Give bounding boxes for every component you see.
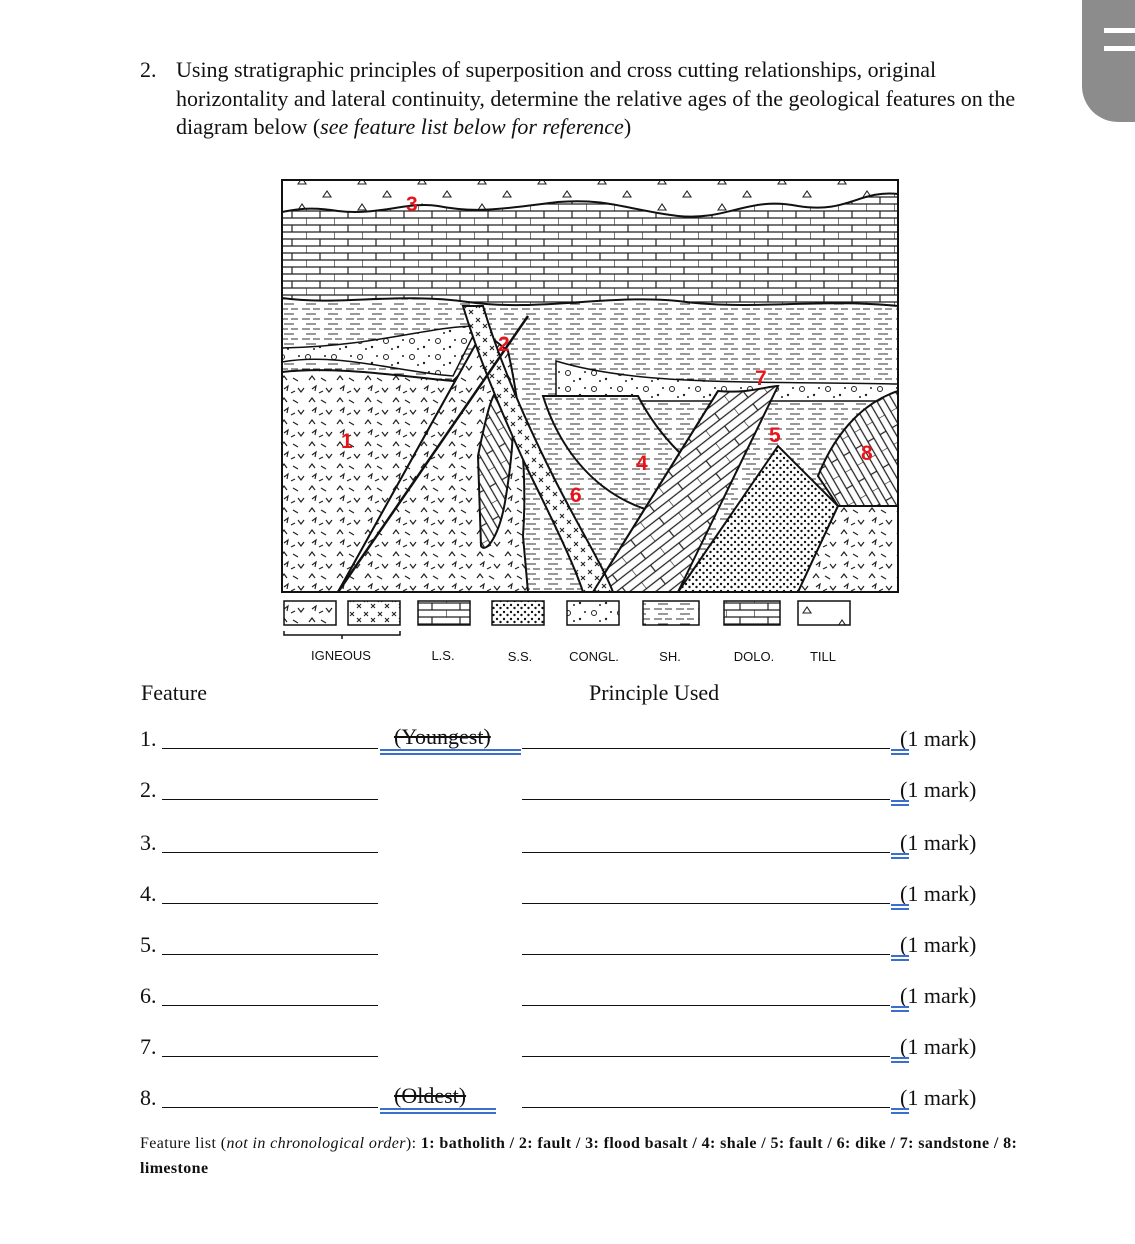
legend xyxy=(284,601,850,664)
feature-label: 4 xyxy=(636,452,648,475)
legend-swatch-igneous-2 xyxy=(348,601,400,625)
question-text-end: ) xyxy=(623,114,632,139)
legend-label: SH. xyxy=(659,649,681,664)
principle-answer-field[interactable] xyxy=(522,1056,890,1057)
legend-label: L.S. xyxy=(431,648,455,663)
principle-answer-field[interactable] xyxy=(522,1005,890,1006)
feature-answer-field[interactable] xyxy=(162,799,378,800)
row-number: 8. xyxy=(140,1085,157,1110)
principle-answer-field[interactable] xyxy=(522,1107,890,1108)
answer-row xyxy=(140,1034,1000,1064)
feature-list-note: not in chronological order xyxy=(226,1135,406,1152)
answer-row xyxy=(140,932,1000,962)
row-number: 7. xyxy=(140,1034,157,1059)
row-number: 1. xyxy=(140,726,157,751)
answer-row xyxy=(140,726,1000,756)
feature-list xyxy=(140,1131,1040,1181)
feature-list-lead: Feature list ( xyxy=(140,1135,227,1152)
legend-swatch-shale xyxy=(643,601,699,625)
feature-answer-field[interactable] xyxy=(162,954,378,955)
feature-column-header: Feature xyxy=(141,680,207,705)
legend-swatch-conglomerate xyxy=(567,601,619,625)
row-number: 6. xyxy=(140,983,157,1008)
legend-swatch-igneous-1 xyxy=(284,601,336,625)
corner-tab xyxy=(1082,0,1135,122)
menu-bar-line xyxy=(1104,46,1135,51)
row-number: 4. xyxy=(140,881,157,906)
legend-label: S.S. xyxy=(507,649,533,664)
legend-swatch-dolostone xyxy=(724,601,780,625)
feature-list-items: 1: batholith / 2: fault / 3: flood basalt / 4: shale / 5: fault / 6: dike / 7: sandstone / 8: limestone xyxy=(140,1135,1018,1177)
feature-label: 1 xyxy=(341,430,353,453)
row-number: 3. xyxy=(140,830,157,855)
legend-swatch-sandstone xyxy=(492,601,544,625)
mark-value: (1 mark) xyxy=(900,932,977,957)
answer-row xyxy=(140,881,1000,911)
principle-column-header: Principle Used xyxy=(589,680,720,705)
legend-label: DOLO. xyxy=(733,649,775,664)
youngest-tag: (Youngest) xyxy=(394,724,491,749)
row-number: 2. xyxy=(140,777,157,802)
mark-value: (1 mark) xyxy=(900,777,977,802)
principle-answer-field[interactable] xyxy=(522,954,890,955)
legend-label: TILL xyxy=(809,649,837,664)
question-number: 2. xyxy=(140,57,157,82)
feature-answer-field[interactable] xyxy=(162,748,378,749)
question-text xyxy=(176,56,1036,142)
feature-label: 8 xyxy=(861,442,873,465)
feature-label: 3 xyxy=(406,193,418,216)
menu-bar-line xyxy=(1104,28,1135,33)
mark-value: (1 mark) xyxy=(900,1085,977,1110)
feature-answer-field[interactable] xyxy=(162,903,378,904)
mark-value: (1 mark) xyxy=(900,830,977,855)
answer-row xyxy=(140,830,1000,860)
principle-answer-field[interactable] xyxy=(522,748,890,749)
legend-label: CONGL. xyxy=(569,649,619,664)
feature-answer-field[interactable] xyxy=(162,852,378,853)
answer-row xyxy=(140,777,1000,807)
principle-answer-field[interactable] xyxy=(522,903,890,904)
legend-igneous-bracket xyxy=(284,631,400,639)
legend-swatch-limestone xyxy=(418,601,470,625)
feature-answer-field[interactable] xyxy=(162,1005,378,1006)
mark-value: (1 mark) xyxy=(900,881,977,906)
mark-value: (1 mark) xyxy=(900,983,977,1008)
principle-answer-field[interactable] xyxy=(522,852,890,853)
feature-answer-field[interactable] xyxy=(162,1056,378,1057)
mark-value: (1 mark) xyxy=(900,726,977,751)
legend-label: IGNEOUS xyxy=(311,648,371,663)
feature-label: 6 xyxy=(570,484,582,507)
feature-label: 5 xyxy=(769,424,781,447)
row-number: 5. xyxy=(140,932,157,957)
principle-answer-field[interactable] xyxy=(522,799,890,800)
oldest-tag: (Oldest) xyxy=(394,1083,467,1108)
feature-label: 2 xyxy=(498,333,510,356)
feature-list-colon: ): xyxy=(405,1135,421,1152)
feature-label: 7 xyxy=(755,367,767,390)
geology-cross-section-diagram xyxy=(278,176,902,672)
legend-swatch-till xyxy=(798,601,850,625)
answer-row xyxy=(140,983,1000,1013)
mark-value: (1 mark) xyxy=(900,1034,977,1059)
answer-row xyxy=(140,1085,1000,1115)
feature-answer-field[interactable] xyxy=(162,1107,378,1108)
question-text-italic: see feature list below for reference xyxy=(320,114,624,139)
question-text-main: Using stratigraphic principles of superposition and cross cutting relationships, original horizontality and lateral continuity, determine the relative ages of the geological features on the diagram below ( xyxy=(176,57,1016,139)
